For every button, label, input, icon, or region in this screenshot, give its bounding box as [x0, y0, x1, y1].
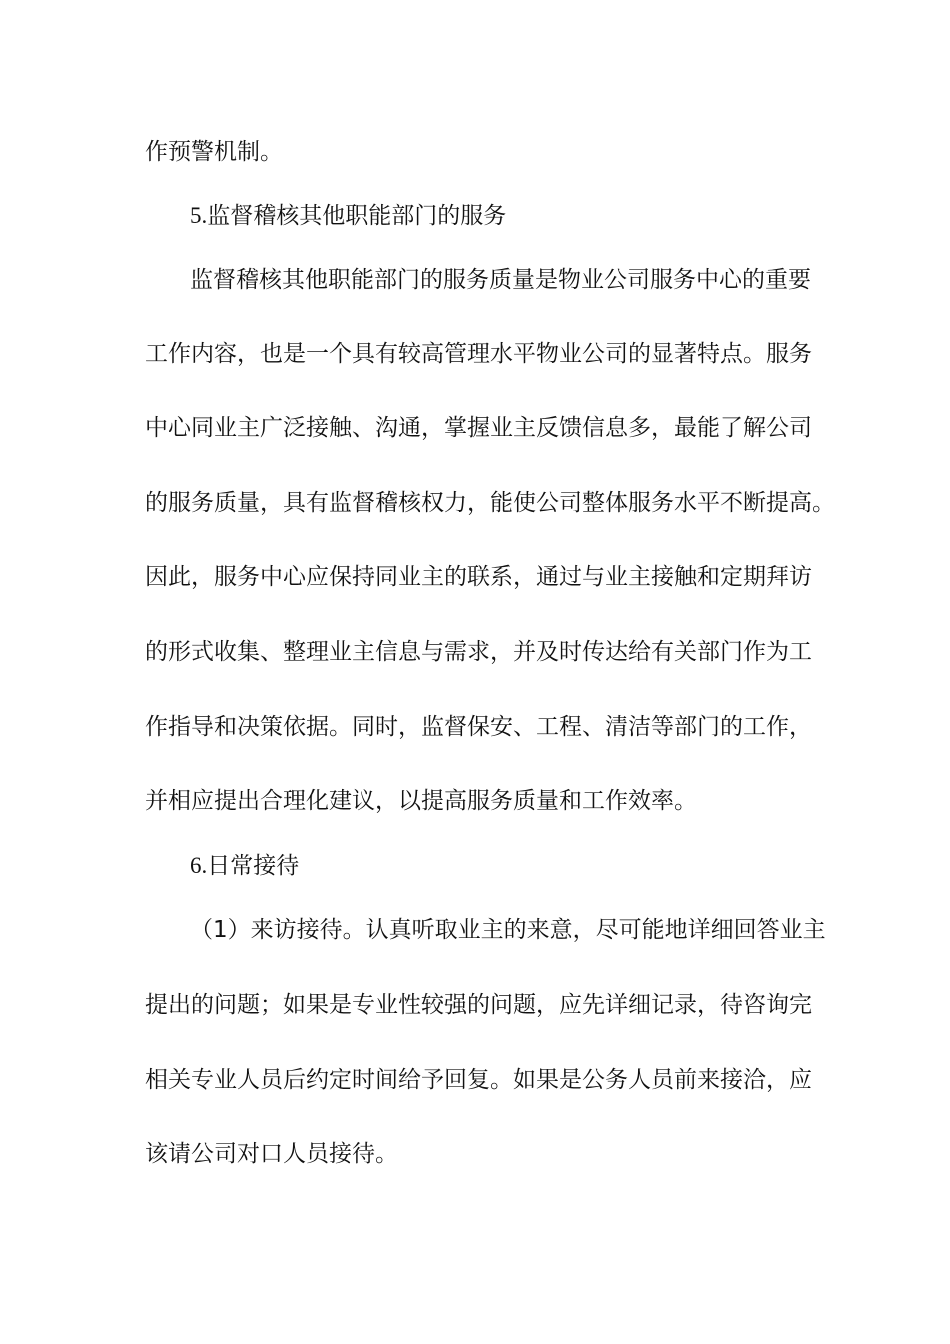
paragraph-line: 并相应提出合理化建议，以提高服务质量和工作效率。	[145, 788, 697, 814]
text-line: 作预警机制。	[145, 139, 283, 165]
section-5-heading	[190, 201, 870, 231]
paragraph-line: 该请公司对口人员接待。	[145, 1141, 398, 1167]
paragraph-line: 监督稽核其他职能部门的服务质量是物业公司服务中心的重要	[190, 267, 811, 293]
paragraph-line: 工作内容，也是一个具有较高管理水平物业公司的显著特点。服务	[145, 341, 812, 367]
section-6-heading	[190, 851, 870, 881]
heading-number: 6.	[190, 853, 208, 878]
paragraph-line: 相关专业人员后约定时间给予回复。如果是公务人员前来接洽，应	[145, 1067, 812, 1093]
paragraph-line: 的形式收集、整理业主信息与需求，并及时传达给有关部门作为工	[145, 639, 812, 665]
list-item-1-line	[190, 915, 870, 945]
heading-number: 5.	[190, 203, 208, 228]
paragraph-line: 因此，服务中心应保持同业主的联系，通过与业主接触和定期拜访	[145, 564, 812, 590]
list-item-text: 来访接待。认真听取业主的来意，尽可能地详细回答业主	[250, 917, 826, 943]
list-marker: （1）	[190, 917, 251, 943]
paragraph-line: 作指导和决策依据。同时，监督保安、工程、清洁等部门的工作，	[145, 714, 812, 740]
paragraph-line: 的服务质量，具有监督稽核权力，能使公司整体服务水平不断提高。	[145, 490, 835, 516]
paragraph-line: 提出的问题；如果是专业性较强的问题，应先详细记录，待咨询完	[145, 992, 812, 1018]
paragraph-line: 中心同业主广泛接触、沟通，掌握业主反馈信息多，最能了解公司	[145, 415, 812, 441]
heading-text: 监督稽核其他职能部门的服务	[207, 203, 507, 229]
heading-text: 日常接待	[207, 853, 300, 879]
